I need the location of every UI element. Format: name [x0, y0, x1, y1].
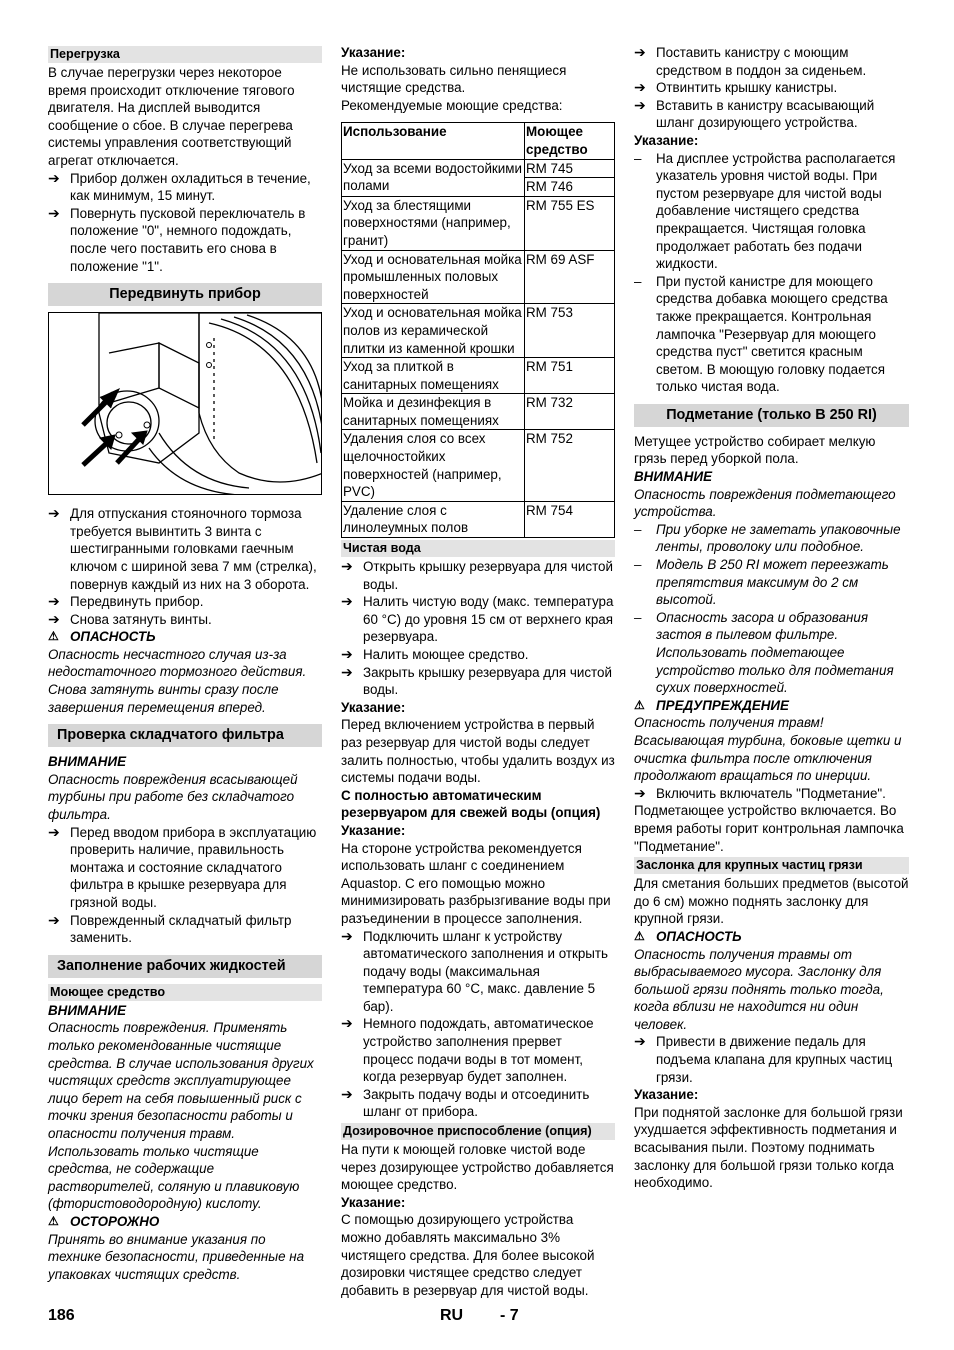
arrow-right-icon: ➔ — [634, 96, 646, 113]
flap-step: ➔ Привести в движение педаль для подъема клапана для крупных частиц грязи. — [634, 1033, 893, 1085]
note-text-2: Перед включением устройства в первый раз резервуар для чистой воды следует залить полностью, чтобы удалить воздух из системы подачи воды. — [341, 717, 615, 786]
subheading-flap: Заслонка для крупных частиц грязи — [634, 857, 909, 874]
arrow-right-icon: ➔ — [341, 1085, 353, 1102]
note-item-2: – При пустой канистре для моющего средства добавка моющего средства также прекращается. Контрольная лампочка "Резервуар для моющего средства пуст" светится красным светом. В моющую головку подается только чистая вода. — [634, 273, 888, 395]
subheading-clean-water: Чистая вода — [341, 540, 615, 557]
column-middle — [341, 44, 615, 1299]
auto-fill-step-3: ➔ Закрыть подачу воды и отсоединить шланг от прибора. — [341, 1085, 590, 1120]
arrow-right-icon: ➔ — [341, 646, 353, 662]
table-cell-use: Уход и основательная мойка полов из керамической плитки из каменной крошки — [342, 304, 525, 358]
overload-text: В случае перегрузки через некоторое время происходит отключение тягового двигателя. На дисплей выводится сообщение о сбое. В случае перегрева системы управления соответствующий агрегат отключается. — [48, 65, 295, 168]
table-row — [342, 394, 615, 430]
canister-step-2: ➔ Отвинтить крышку канистры. — [634, 79, 838, 96]
section-page: - 7 — [500, 1307, 519, 1324]
table-header-row — [342, 123, 615, 159]
danger-text-2: Опасность получения травмы от выбрасываемого мусора. Заслонку для большой грязи поднять только тогда, когда вблизи не находится ни один человек. — [634, 946, 884, 1032]
danger-label-1: ⚠ ОПАСНОСТЬ — [48, 629, 156, 645]
note-item-1: – На дисплее устройства располагается указатель уровня чистой воды. При пустом резервуаре для чистой воды добавление чистящего средства прекращается. Чистящая головка продолжает работать без подачи жидкости. — [634, 150, 896, 272]
section-check-filter: Проверка складчатого фильтра — [48, 724, 322, 747]
sweep-after-text: Подметающее устройство включается. Во время работы горит контрольная лампочка "Подметание". — [634, 803, 904, 854]
section-sweeping: Подметание (только B 250 RI) — [634, 404, 909, 427]
brake-screws-illustration — [48, 312, 322, 495]
clean-water-step-2: ➔ Налить чистую воду (макс. температура 60 °C) до уровня 15 см от верхнего края резервуара. — [341, 593, 614, 645]
section-fill-fluids: Заполнение рабочих жидкостей — [48, 955, 322, 978]
sweep-step: ➔ Включить включатель "Подметание". — [634, 784, 886, 801]
filter-step-2: ➔ Поврежденный складчатый фильтр заменить. — [48, 911, 292, 946]
arrow-right-icon: ➔ — [634, 1033, 646, 1050]
detergent-table — [341, 122, 615, 538]
arrow-right-icon: ➔ — [48, 823, 60, 840]
warning-triangle-icon: ⚠ — [48, 1213, 59, 1228]
note-text-3: На стороне устройства рекомендуется использовать шланг с соединением Aquastop. С его помощью можно минимизировать разбрызгивание воды при разъединении в процессе заполнения. — [341, 840, 611, 926]
auto-fill-step-2: ➔ Немного подождать, автоматическое устройство заполнения прервет процесс подачи воды в тот момент, когда резервуар будет заполнен. — [341, 1015, 594, 1085]
arrow-right-icon: ➔ — [341, 558, 353, 575]
caution-label-1: ВНИМАНИЕ — [48, 754, 127, 770]
page-number: 186 — [48, 1307, 75, 1324]
arrow-right-icon: ➔ — [48, 204, 60, 221]
arrow-right-icon: ➔ — [634, 44, 646, 60]
warning-triangle-icon: ⚠ — [634, 697, 645, 712]
overload-step-2: ➔ Повернуть пусковой переключатель в положение "0", немного подождать, после чего поставить его снова в положение "1". — [48, 204, 306, 274]
table-row — [342, 196, 615, 250]
table-row — [342, 159, 615, 178]
table-row — [342, 304, 615, 358]
danger-label-2: ⚠ ОПАСНОСТЬ — [634, 928, 742, 944]
table-header-use: Использование — [342, 123, 525, 159]
column-right — [634, 44, 909, 1192]
note-text-1: Не использовать сильно пенящиеся чистящие средства. — [341, 62, 567, 96]
move-step-3: ➔ Снова затянуть винты. — [48, 610, 212, 627]
arrow-right-icon: ➔ — [48, 593, 60, 610]
note-text-6: При поднятой заслонке для большой грязи ухудшается эффективность подметания и всасывания пыли. Поэтому поднимать заслонку для большой грязи только когда необходимо. — [634, 1104, 903, 1191]
note-label-6: Указание: — [634, 1087, 699, 1103]
arrow-right-icon: ➔ — [341, 593, 353, 610]
column-left — [48, 44, 322, 1283]
auto-fill-step-1: ➔ Подключить шланг к устройству автоматического заполнения и открыть подачу воды (максимальная температура 60 °C, макс. давление 5 бар). — [341, 927, 609, 1014]
machine-drawing — [49, 313, 322, 495]
arrow-right-icon: ➔ — [48, 610, 60, 627]
recommended-label: Рекомендуемые моющие средства: — [341, 97, 563, 113]
table-cell-use: Уход за блестящими поверхностями (например, гранит) — [342, 196, 525, 250]
arrow-right-icon: ➔ — [48, 505, 60, 522]
arrow-right-icon: ➔ — [634, 784, 646, 801]
caution-item-3: – Опасность засора и образования застоя в пылевом фильтре. Использовать подметающее устройство только для подметания сухих поверхностей. — [634, 609, 894, 696]
careful-text: Принять во внимание указания по технике безопасности, приведенные на упаковках чистящих средств. — [48, 1231, 305, 1282]
arrow-right-icon: ➔ — [634, 79, 646, 96]
canister-step-3: ➔ Вставить в канистру всасывающий шланг дозирующего устройства. — [634, 96, 875, 131]
danger-text-1: Опасность несчастного случая из-за недостаточного тормозного действия. Снова затянуть винты сразу после завершения перемещения вперед. — [48, 646, 307, 715]
table-cell-use: Уход за плиткой в санитарных помещениях — [342, 358, 525, 394]
warning-triangle-icon: ⚠ — [48, 629, 59, 644]
table-cell-product: RM 69 ASF — [525, 250, 615, 304]
note-text-4: С помощью дозирующего устройства можно добавлять максимально 3% чистящего средства. Для более высокой дозировки чистящее средство следует добавить в резервуар для чистой воды. — [341, 1212, 595, 1298]
move-step-2: ➔ Передвинуть прибор. — [48, 593, 204, 610]
caution-text-3: Опасность повреждения подметающего устройства. — [634, 486, 896, 520]
table-cell-use: Уход за всеми водостойкими полами — [342, 159, 525, 196]
note-label-4: Указание: — [341, 1194, 406, 1210]
table-row — [342, 430, 615, 501]
flap-text: Для сметания больших предметов (высотой до 6 см) можно поднять заслонку для крупной грязи. — [634, 876, 909, 927]
arrow-right-icon: ➔ — [341, 663, 353, 680]
language-code: RU — [440, 1307, 464, 1324]
clean-water-step-3: ➔ Налить моющее средство. — [341, 646, 529, 662]
table-header-product: Моющее средство — [525, 123, 615, 159]
table-cell-use: Мойка и дезинфекция в санитарных помещениях — [342, 394, 525, 430]
arrow-right-icon: ➔ — [341, 927, 353, 944]
subheading-detergent: Моющее средство — [48, 984, 322, 1001]
warning-triangle-icon: ⚠ — [634, 928, 645, 943]
table-cell-product: RM 751 — [525, 358, 615, 394]
sweep-text: Метущее устройство собирает мелкую грязь перед уборкой пола. — [634, 433, 876, 467]
arrow-right-icon: ➔ — [48, 911, 60, 928]
caution-text-2: Опасность повреждения. Применять только рекомендованные чистящие средства. В случае использования других чистящих средств эксплуатирующее лицо берет на себя повышенный риск с точки зрения безопасности работы и опасности получения травм. Использовать только чистящие средства, не содержащие растворителей, соляную и плавиковую (фтористоводородную) кислоту. — [48, 1020, 314, 1212]
table-cell-use: Удаления слоя со всех щелочностойких поверхностей (например, PVC) — [342, 430, 525, 501]
subheading-dosing: Дозировочное приспособление (опция) — [341, 1123, 615, 1140]
dosing-text: На пути к моющей головке чистой воде через дозирующее устройство добавляется моющее средство. — [341, 1142, 614, 1193]
clean-water-step-4: ➔ Закрыть крышку резервуара для чистой воды. — [341, 663, 612, 698]
note-label-5: Указание: — [634, 132, 699, 148]
table-cell-product: RM 753 — [525, 304, 615, 358]
subheading-overload: Перегрузка — [48, 46, 322, 63]
caution-item-2: – Модель B 250 RI может переезжать препятствия максимум до 2 см высотой. — [634, 557, 889, 608]
table-cell-use: Удаление слоя с линолеумных полов — [342, 501, 525, 537]
table-row — [342, 358, 615, 394]
canister-step-1: ➔ Поставить канистру с моющим средством в поддон за сиденьем. — [634, 44, 867, 78]
table-cell-product: RM 754 — [525, 501, 615, 537]
table-cell-product: RM 755 ES — [525, 196, 615, 250]
move-step-1: ➔ Для отпускания стояночного тормоза требуется вывинтить 3 винта с шестигранными головками гаечным ключом с шириной зева 7 мм (стрелка), повернув каждый из них на 3 оборота. — [48, 505, 317, 592]
caution-label-2: ВНИМАНИЕ — [48, 1002, 127, 1018]
clean-water-step-1: ➔ Открыть крышку резервуара для чистой воды. — [341, 558, 613, 592]
caution-label-3: ВНИМАНИЕ — [634, 469, 713, 485]
arrow-right-icon: ➔ — [341, 1015, 353, 1032]
overload-step-1: ➔ Прибор должен охладиться в течение, как минимум, 15 минут. — [48, 169, 311, 204]
table-cell-use: Уход и основательная мойка промышленных половых поверхностей — [342, 250, 525, 304]
note-label-3: Указание: — [341, 822, 406, 838]
careful-label: ⚠ ОСТОРОЖНО — [48, 1213, 160, 1229]
table-cell-product: RM 746 — [525, 178, 615, 197]
table-cell-product: RM 752 — [525, 430, 615, 501]
warning-label: ⚠ ПРЕДУПРЕЖДЕНИЕ — [634, 697, 789, 713]
table-cell-product: RM 745 — [525, 159, 615, 178]
note-label-2: Указание: — [341, 699, 406, 715]
arrow-right-icon: ➔ — [48, 169, 60, 186]
table-cell-product: RM 732 — [525, 394, 615, 430]
table-row — [342, 501, 615, 537]
note-label-1: Указание: — [341, 45, 406, 60]
warning-text: Опасность получения травм! Всасывающая турбина, боковые щетки и очистка фильтра после отключения продолжают вращаться по инерции. — [634, 715, 902, 784]
table-row — [342, 250, 615, 304]
auto-fill-heading: С полностью автоматическим резервуаром для свежей воды (опция) — [341, 787, 601, 821]
caution-item-1: – При уборке не заметать упаковочные ленты, проволоку или подобное. — [634, 521, 901, 555]
caution-text-1: Опасность повреждения всасывающей турбины при работе без складчатого фильтра. — [48, 771, 298, 823]
section-move-device: Передвинуть прибор — [48, 283, 322, 306]
filter-step-1: ➔ Перед вводом прибора в эксплуатацию проверить наличие, правильность монтажа и состояние складчатого фильтра в крышке резервуара для грязной воды. — [48, 823, 317, 910]
